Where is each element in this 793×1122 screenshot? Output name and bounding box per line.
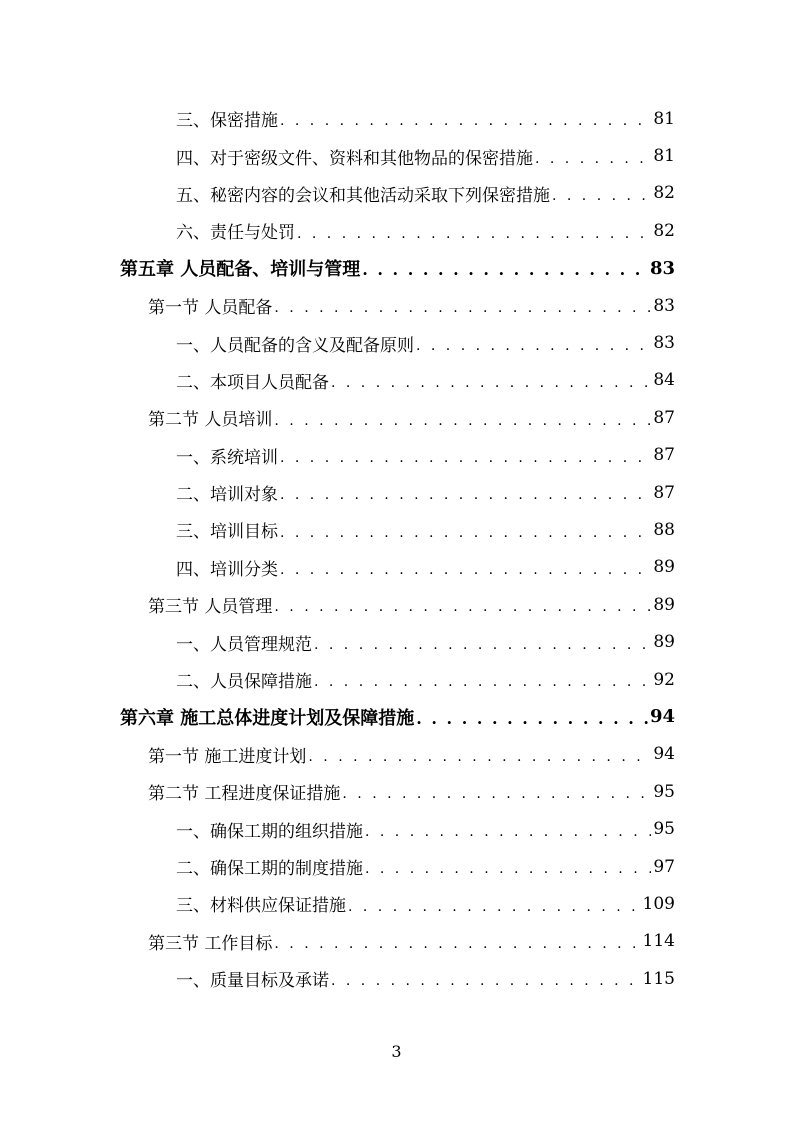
toc-entry-page: 88 xyxy=(653,519,675,540)
toc-entry-label: 第一节 施工进度计划 xyxy=(148,746,307,767)
toc-item[interactable] xyxy=(0,960,793,997)
toc-entry-label: 二、确保工期的制度措施 xyxy=(176,859,363,879)
toc-item[interactable] xyxy=(0,100,793,137)
toc-entry-page: 84 xyxy=(653,370,675,391)
toc-section[interactable] xyxy=(0,586,793,623)
toc-entry-page: 82 xyxy=(653,183,675,204)
dot-leader xyxy=(297,227,651,250)
toc-item[interactable] xyxy=(0,885,793,922)
dot-leader xyxy=(274,937,640,960)
dot-leader xyxy=(308,750,651,773)
toc-entry-label: 三、保密措施 xyxy=(176,111,278,132)
toc-entry-page: 83 xyxy=(649,257,675,279)
toc-entry-page: 87 xyxy=(653,482,675,503)
dot-leader xyxy=(274,414,651,437)
dot-leader xyxy=(274,600,651,623)
dot-leader xyxy=(552,189,651,212)
toc-entry-label: 第三节 人员管理 xyxy=(148,597,273,618)
toc-entry-page: 89 xyxy=(653,557,675,578)
toc-entry-page: 83 xyxy=(653,295,675,316)
dot-leader xyxy=(314,638,651,661)
dot-leader xyxy=(535,152,651,175)
toc-section[interactable] xyxy=(0,923,793,960)
toc-entry-label: 二、本项目人员配备 xyxy=(176,372,329,393)
toc-entry-label: 第二节 人员培训 xyxy=(148,410,273,431)
toc-chapter[interactable] xyxy=(0,250,793,287)
table-of-contents xyxy=(0,100,793,997)
toc-entry-label: 三、培训目标 xyxy=(176,522,278,543)
toc-item[interactable] xyxy=(0,175,793,212)
toc-entry-page: 94 xyxy=(649,706,675,728)
toc-entry-page: 115 xyxy=(642,968,675,989)
toc-item[interactable] xyxy=(0,848,793,885)
toc-entry-page: 95 xyxy=(653,781,675,802)
toc-item[interactable] xyxy=(0,810,793,847)
dot-leader xyxy=(280,451,651,474)
toc-entry-label: 二、人员保障措施 xyxy=(176,672,312,693)
dot-leader xyxy=(416,711,648,736)
toc-item[interactable] xyxy=(0,623,793,660)
toc-entry-page: 92 xyxy=(653,669,675,690)
toc-entry-label: 六、责任与处罚 xyxy=(176,223,295,244)
dot-leader xyxy=(280,526,651,549)
toc-entry-label: 一、人员管理规范 xyxy=(176,634,312,655)
toc-item[interactable] xyxy=(0,362,793,399)
toc-entry-page: 89 xyxy=(653,594,675,615)
dot-leader xyxy=(280,114,651,137)
toc-entry-label: 四、对于密级文件、资料和其他物品的保密措施 xyxy=(176,148,533,169)
toc-entry-label: 一、质量目标及承诺 xyxy=(176,971,329,992)
toc-entry-label: 三、材料供应保证措施 xyxy=(176,896,346,917)
toc-entry-page: 82 xyxy=(653,220,675,241)
toc-entry-label: 第五章 人员配备、培训与管理 xyxy=(120,259,361,281)
toc-entry-page: 94 xyxy=(653,744,675,765)
dot-leader xyxy=(331,974,641,997)
dot-leader xyxy=(274,301,651,324)
toc-item[interactable] xyxy=(0,474,793,511)
toc-entry-label: 第一节 人员配备 xyxy=(148,298,273,319)
toc-entry-label: 二、培训对象 xyxy=(176,485,278,506)
toc-entry-page: 87 xyxy=(653,407,675,428)
toc-item[interactable] xyxy=(0,661,793,698)
dot-leader xyxy=(348,900,641,923)
toc-entry-label: 第六章 施工总体进度计划及保障措施 xyxy=(120,707,415,729)
toc-entry-label: 第三节 工作目标 xyxy=(148,933,273,954)
toc-entry-page: 87 xyxy=(653,445,675,466)
dot-leader xyxy=(416,339,651,362)
toc-item[interactable] xyxy=(0,324,793,361)
dot-leader xyxy=(280,488,651,511)
toc-entry-label: 一、人员配备的含义及配备原则 xyxy=(176,335,414,356)
toc-entry-page: 109 xyxy=(642,893,675,914)
toc-entry-label: 一、系统培训 xyxy=(176,447,278,468)
dot-leader xyxy=(342,787,651,810)
toc-item[interactable] xyxy=(0,549,793,586)
toc-entry-label: 四、培训分类 xyxy=(176,559,278,580)
toc-item[interactable] xyxy=(0,511,793,548)
toc-entry-label: 五、秘密内容的会议和其他活动采取下列保密措施 xyxy=(176,185,550,206)
dot-leader xyxy=(365,862,651,885)
toc-section[interactable] xyxy=(0,399,793,436)
toc-entry-page: 83 xyxy=(653,333,675,354)
toc-entry-page: 114 xyxy=(642,931,675,952)
toc-entry-page: 95 xyxy=(653,819,675,840)
dot-leader xyxy=(331,376,651,399)
toc-item[interactable] xyxy=(0,437,793,474)
page-number: 3 xyxy=(391,1042,402,1061)
toc-item[interactable] xyxy=(0,212,793,249)
dot-leader xyxy=(365,825,651,848)
toc-section[interactable] xyxy=(0,773,793,810)
toc-entry-page: 81 xyxy=(653,146,675,167)
toc-section[interactable] xyxy=(0,287,793,324)
dot-leader xyxy=(314,675,651,698)
toc-entry-page: 81 xyxy=(653,108,675,129)
toc-section[interactable] xyxy=(0,736,793,773)
toc-chapter[interactable] xyxy=(0,698,793,735)
toc-item[interactable] xyxy=(0,137,793,174)
toc-entry-label: 第二节 工程进度保证措施 xyxy=(148,784,341,805)
dot-leader xyxy=(362,262,648,287)
toc-entry-page: 97 xyxy=(653,856,675,877)
dot-leader xyxy=(280,563,651,586)
toc-entry-label: 一、确保工期的组织措施 xyxy=(176,821,363,842)
toc-entry-page: 89 xyxy=(653,632,675,653)
